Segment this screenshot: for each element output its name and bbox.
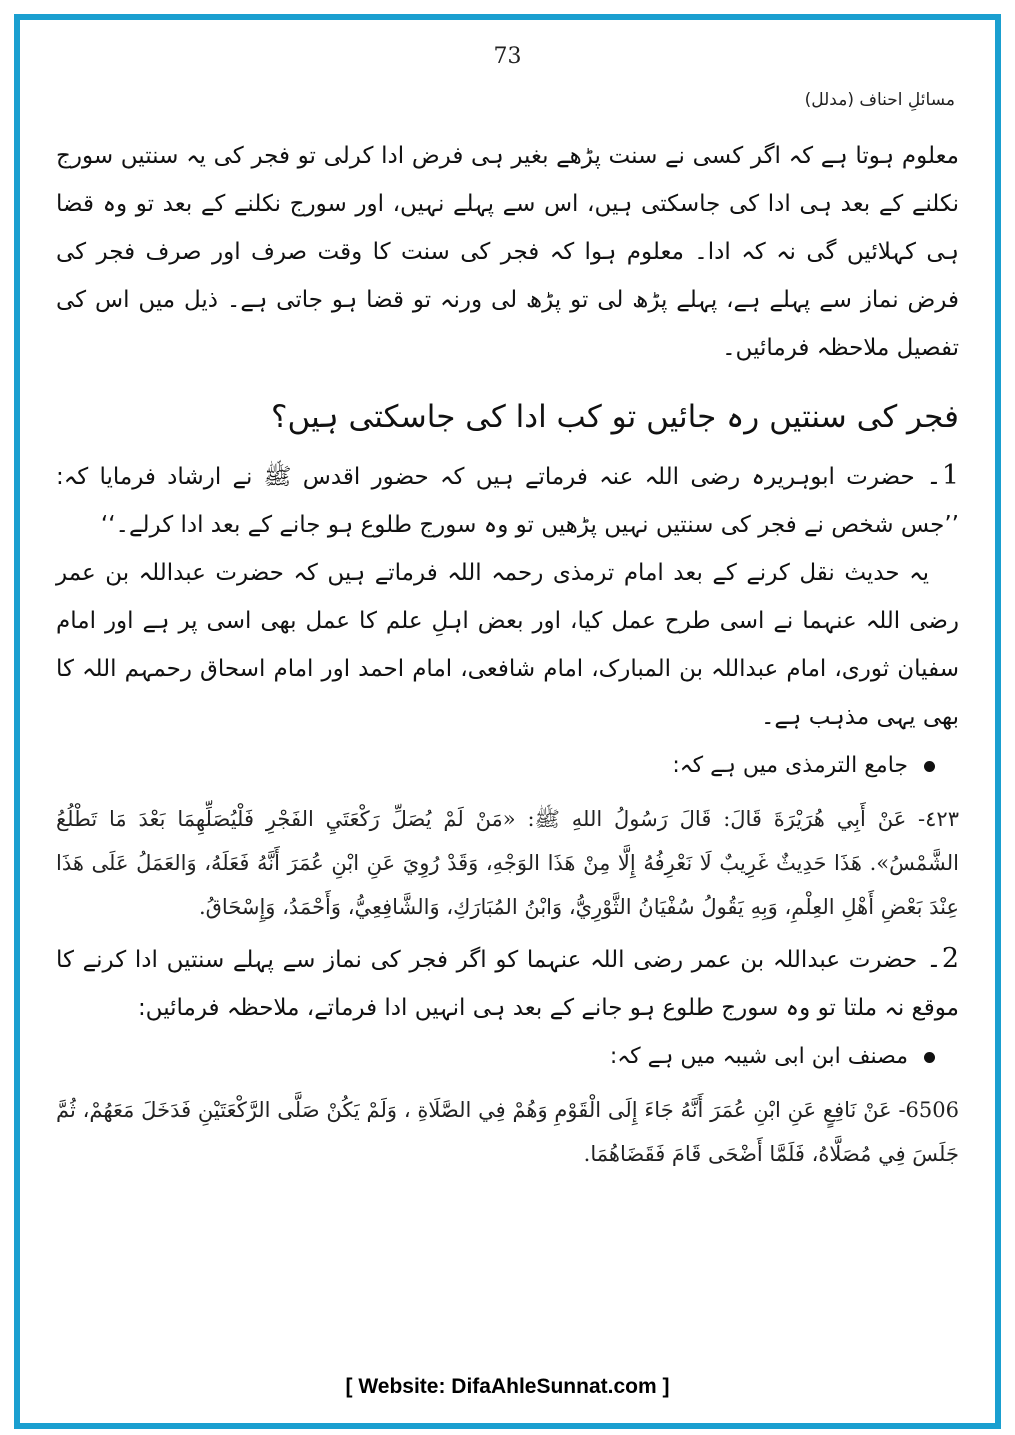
page-content [56,132,959,1182]
tirmidhi-note: یہ حدیث نقل کرنے کے بعد امام ترمذی رحمہ اللہ فرماتے ہیں کہ حضرت عبداللہ بن عمر رضی اللہ عنہما نے اسی طرح عمل کیا، اور بعض اہلِ علم کا عمل بھی اسی پر ہے اور امام سفیان ثوری، امام عبداللہ بن المبارک، امام شافعی، امام احمد اور امام اسحاق رحمہم اللہ کا بھی یہی مذہب ہے۔ [56,560,959,730]
section-heading: فجر کی سنتیں رہ جائیں تو کب ادا کی جاسکتی ہیں؟ [271,399,959,435]
page-number: 73 [493,44,522,69]
bullet-item-ibn-abi-shaybah [56,1032,959,1082]
bullet-item-tirmidhi [56,741,959,791]
bullet-text: جامع الترمذی میں ہے کہ: [672,753,908,778]
running-head: مسائلِ احناف (مدلل) [804,90,955,110]
item-number-1: 1۔ [925,460,959,491]
website-footer: [ Website: DifaAhleSunnat.com ] [345,1375,670,1398]
numbered-item-1 [56,452,959,549]
intro-paragraph: معلوم ہوتا ہے کہ اگر کسی نے سنت پڑھے بغیر ہی فرض ادا کرلی تو فجر کی یہ سنتیں سورج نکلنے کے بعد ہی ادا کی جاسکتی ہیں، اس سے پہلے نہیں، اور سورج نکلنے کے بعد تو وہ قضا ہی کہلائیں گی نہ کہ ادا۔ معلوم ہوا کہ فجر کی سنت کا وقت صرف اور صرف فجر کی فرض نماز سے پہلے ہے، پہلے پڑھ لی تو پڑھ لی ورنہ تو قضا ہو جاتی ہے۔ ذیل میں اس کی تفصیل ملاحظہ فرمائیں۔ [56,143,959,361]
item-text-2: حضرت عبداللہ بن عمر رضی اللہ عنہما کو اگر فجر کی نماز سے پہلے سنتیں ادا کرنے کا موقع نہ ملتا تو وہ سورج طلوع ہو جانے کے بعد ہی انہیں ادا فرماتے، ملاحظہ فرمائیں: [56,947,959,1021]
numbered-item-2 [56,935,959,1032]
bullet-text: مصنف ابن ابی شیبہ میں ہے کہ: [609,1044,908,1069]
item-text-1: حضرت ابوہریرہ رضی اللہ عنہ فرماتے ہیں کہ حضور اقدس ﷺ نے ارشاد فرمایا کہ: ’’جس شخص نے فجر کی سنتیں نہیں پڑھیں تو وہ سورج طلوع ہو جانے کے بعد ادا کرلے۔‘‘ [56,464,959,538]
arabic-athar-ibn-abi-shaybah: 6506- عَنْ نَافِعٍ عَنِ ابْنِ عُمَرَ أَنَّهُ جَاءَ إِلَى الْقَوْمِ وَهُمْ فِي الصَّلَاةِ ، وَلَمْ يَكُنْ صَلَّى الرَّكْعَتَيْنِ فَدَخَلَ مَعَهُمْ، ثُمَّ جَلَسَ فِي مُصَلَّاهُ، فَلَمَّا أَضْحَى قَامَ فَقَضَاهُمَا. [56,1098,959,1166]
page-frame [14,14,1001,1429]
item-number-2: 2۔ [926,943,960,974]
bullet-icon [924,761,935,772]
arabic-hadith-tirmidhi: ٤٢٣- عَنْ أَبِي هُرَيْرَةَ قَالَ: قَالَ رَسُولُ اللهِ ﷺ: «مَنْ لَمْ يُصَلِّ رَكْعَتَيِ الفَجْرِ فَلْيُصَلِّهِمَا بَعْدَ مَا تَطْلُعُ الشَّمْسُ». هَذَا حَدِيثٌ غَرِيبٌ لَا نَعْرِفُهُ إِلَّا مِنْ هَذَا الوَجْهِ، وَقَدْ رُوِيَ عَنِ ابْنِ عُمَرَ أَنَّهُ فَعَلَهُ، وَالعَمَلُ عَلَى هَذَا عِنْدَ بَعْضِ أَهْلِ العِلْمِ، وَبِهِ يَقُولُ سُفْيَانُ الثَّوْرِيُّ، وَابْنُ المُبَارَكِ، وَالشَّافِعِيُّ، وَأَحْمَدُ، وَإِسْحَاقُ. [56,807,959,919]
bullet-icon [924,1052,935,1063]
